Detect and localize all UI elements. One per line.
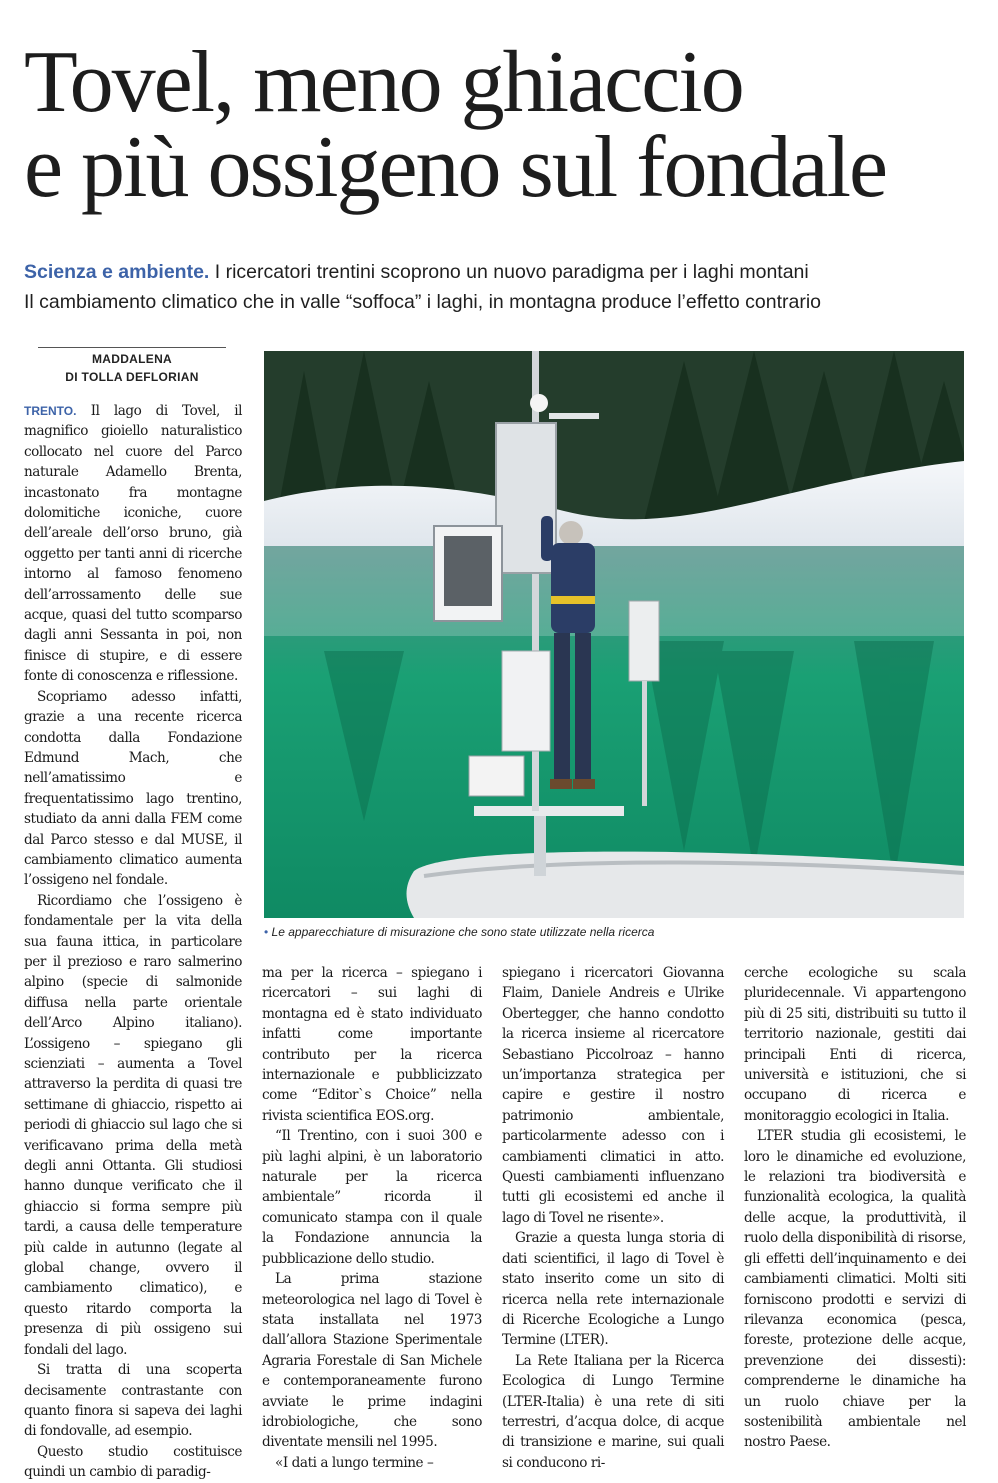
sensor [530, 394, 548, 412]
article-column-2 [262, 963, 482, 1473]
paragraph: “Il Trentino, con i suoi 300 e più laghi alpini, è un laboratorio naturale per la ricerca ambientale” ricorda il comunicato stampa con il quale la Fondazione annuncia la pubblicazione dello studio. [262, 1128, 482, 1267]
headline-line-1: Tovel, meno ghiaccio [24, 34, 743, 131]
paragraph: Grazie a questa lunga storia di dati scientifici, il lago di Tovel è stato inserito come un sito di ricerca nella rete internazionale di Ricerche Ecologiche a Lungo Termine (LTER). [502, 1230, 724, 1349]
dateline: TRENTO. [24, 404, 77, 418]
data-cylinder [502, 651, 550, 751]
lake-photo-illustration [264, 351, 964, 918]
paragraph: spiegano i ricercatori Giovanna Flaim, Daniele Andreis e Ulrike Obertegger, che hanno condotto la ricerca insieme al ricercatore Sebastiano Piccolroaz – hanno un’importanza strategica per capire e gestire il nostro patrimonio ambientale, particolarmente adesso con i cambiamenti climatici in atto. Questi cambiamenti influenzano tutti gli ecosistemi ed anche il lago di Tovel ne risente». [502, 965, 724, 1226]
author-byline [38, 347, 226, 386]
rain-gauge [629, 601, 659, 681]
section-kicker: Scienza e ambiente. [24, 261, 210, 283]
paragraph: «I dati a lungo termine – [275, 1454, 434, 1471]
paragraph: La prima stazione meteorologica nel lago di Tovel è stata installata nel 1973 dall’allora Stazione Sperimentale Agraria Forestale di San Michele e contemporaneamente furono avviate le prime indagini idrobiologiche, che sono diventate mensili nel 1995. [262, 1271, 482, 1451]
subheadline-line-2: Il cambiamento climatico che in valle “soffoca” i laghi, in montagna produce l’effetto contrario [24, 291, 822, 313]
paragraph: Ricordiamo che l’ossigeno è fondamentale per la vita della sua fauna ittica, in particolare per il prezioso e raro salmerino alpino (specie di salmonide diffusa nella parte orientale dell’Arco Alpino italiano). L’ossigeno – spiegano gli scienziati – aumenta a Tovel attraverso la perdita di quasi tre settimane di ghiaccio, rispetto ai periodi di ghiaccio sul lago che si verificavano prima della metà degli anni Ottanta. Gli studiosi hanno dunque verificato che il ghiaccio si forma sempre più tardi, a causa delle temperature più calde in autunno (legate al global change, ovvero il cambiamento climatico), e questo ritardo comporta la presenza di più ossigeno sui fondali del lago. [24, 892, 242, 1358]
logger-box [469, 756, 524, 796]
headline [24, 34, 984, 216]
article-column-3 [502, 963, 724, 1473]
paragraph: Si tratta di una scoperta decisamente contrastante con quanto finora si sapeva dei laghi di fondovalle, ad esempio. [24, 1362, 242, 1440]
caption-text: Le apparecchiature di misurazione che sono state utilizzate nella ricerca [271, 925, 655, 939]
article-column-4 [744, 963, 966, 1453]
author-first-name: MADDALENA [91, 352, 173, 366]
paragraph: LTER studia gli ecosistemi, le loro le dinamiche ed evoluzione, le relazioni tra biodiversità e funzionalità ecologica, la qualità delle acque, la produttività, il ruolo della disponibilità di risorse, gli effetti dell’inquinamento e dei cambiamenti climatici. Molti siti forniscono prodotti e servizi di rilevanza economica (pesca, foreste, protezione delle acque, prevenzione dei dissesti): comprenderne le dinamiche ha un ruolo chiave per la sostenibilità ambientale nel nostro Paese. [744, 1128, 966, 1451]
subheadline [24, 257, 984, 317]
headline-line-2: e più ossigeno sul fondale [24, 119, 887, 216]
paragraph: ma per la ricerca – spiegano i ricercatori – sui laghi di montagna ed è stato individuato infatti come importante contributo per la ricerca internazionale e pubblicizzato come “Editor`s Choice” nella rivista scientifica EOS.org. [262, 965, 482, 1124]
platform [474, 806, 624, 816]
paragraph: La Rete Italiana per la Ricerca Ecologica di Lungo Termine (LTER-Italia) è una rete di siti terrestri, d’acqua dolce, di acque di transizione e marine, sui quali si conducono ri- [502, 1352, 724, 1471]
paragraph [24, 401, 242, 687]
article-column-1 [24, 401, 242, 1483]
caption-bullet-icon: • [264, 925, 269, 939]
paragraph: Scopriamo adesso infatti, grazie a una recente ricerca condotta dalla Fondazione Edmund Mach, che nell’amatissimo e frequentatissimo lago trentino, studiato da anni dalla FEM come dal Parco stesso e dal MUSE, il cambiamento climatico aumenta l’ossigeno nel fondale. [24, 688, 242, 889]
paragraph: cerche ecologiche su scala pluridecennale. Vi appartengono più di 25 siti, distribuiti su tutto il territorio nazionale, gestiti dai principali Enti di ricerca, università e istituzioni, che si occupano di ricerca e monitoraggio ecologici in Italia. [744, 965, 966, 1124]
photo-caption [264, 925, 964, 939]
paragraph-text: Il lago di Tovel, il magnifico gioiello naturalistico collocato nel cuore del Parco naturale Adamello Brenta, incastonato fra montagne dolomitiche iconiche, cuore dell’areale dell’orso bruno, già oggetto per tanti anni di ricerche intorno al famoso fenomeno dell’arrossamento delle sue acque, quasi del tutto scomparso dagli anni Sessanta in poi, non finisce di stupire, e di essere fonte di conoscenza e riflessione. [24, 403, 242, 685]
author-last-name: DI TOLLA DEFLORIAN [65, 370, 199, 384]
subheadline-line-1: I ricercatori trentini scoprono un nuovo paradigma per i laghi montani [209, 261, 809, 283]
paragraph: Questo studio costituisce quindi un cambio di paradig- [24, 1443, 242, 1481]
lake-photo [264, 351, 964, 918]
